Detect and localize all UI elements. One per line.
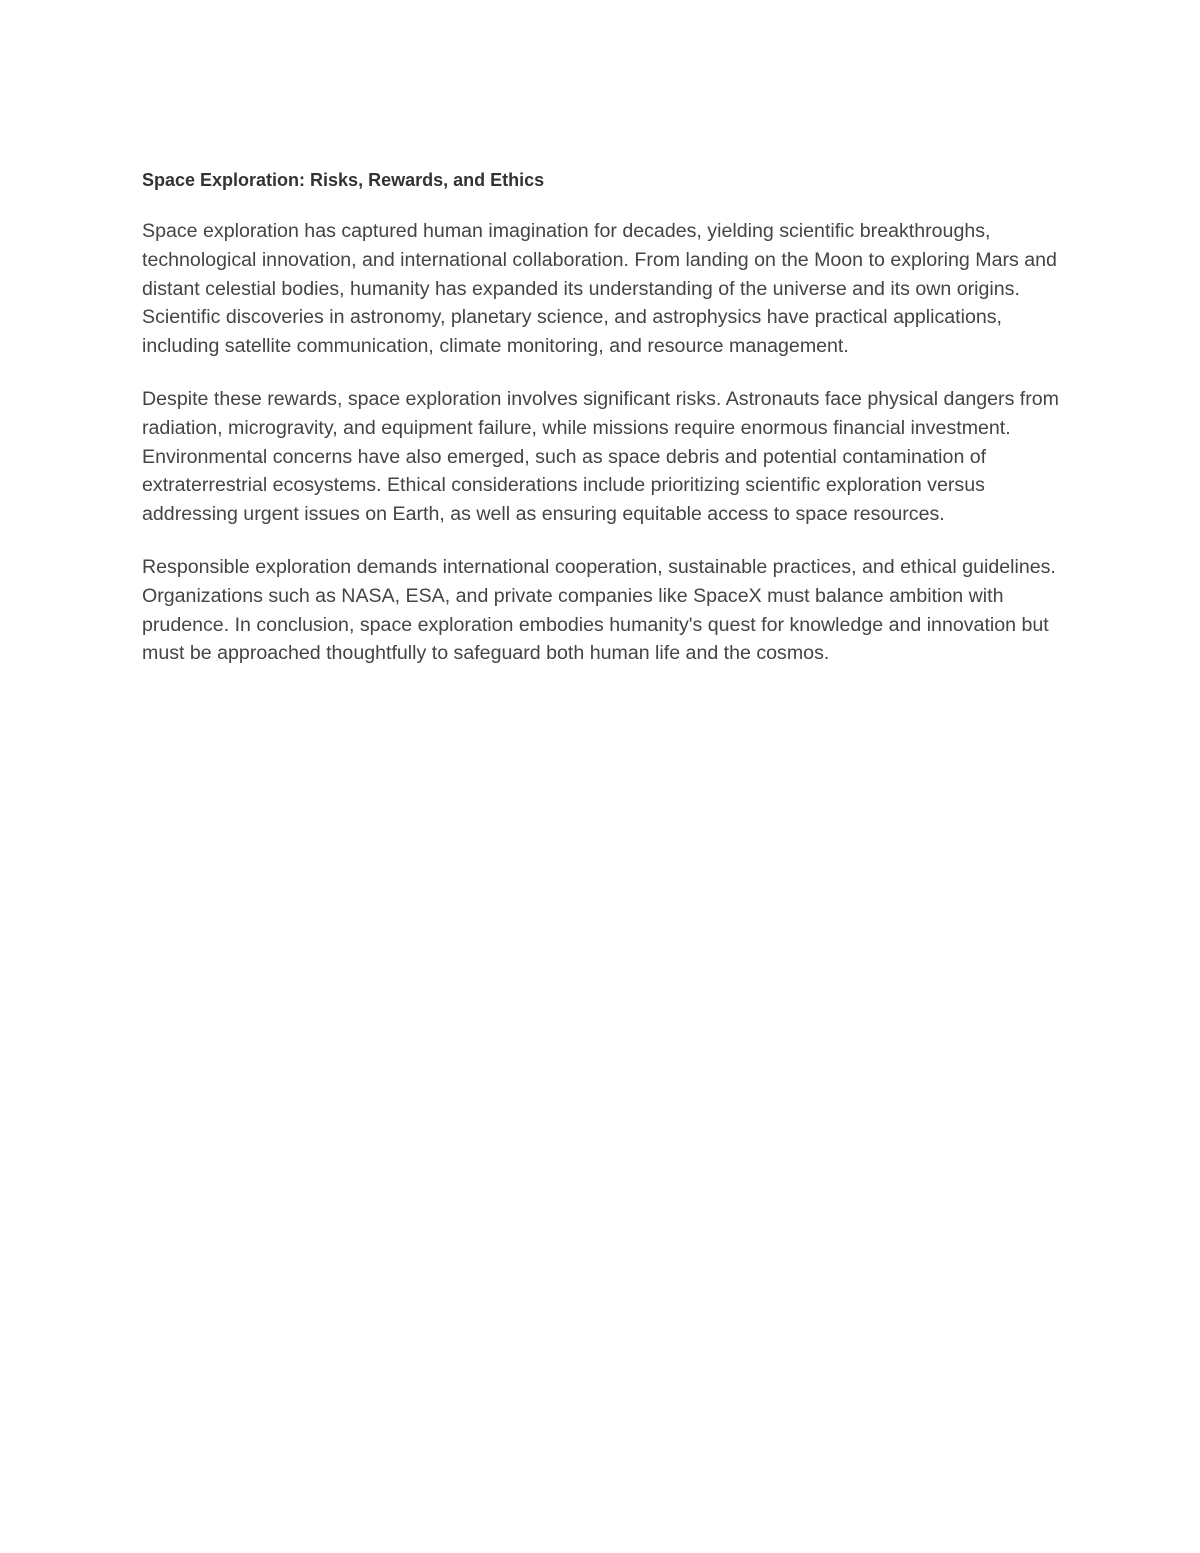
paragraph-conclusion: Responsible exploration demands international cooperation, sustainable practices, and ethical guidelines. Organizations such as NASA, ESA, and private companies like SpaceX must balance ambition with prudence. In conclusion, space exploration embodies humanity's quest for knowledge and innovation but must be approached thoughtfully to safeguard both human life and the cosmos. [142,555,1056,665]
document-title: Space Exploration: Risks, Rewards, and Ethics [142,170,545,190]
document-body [142,166,1062,692]
paragraph-benefits: Space exploration has captured human imagination for decades, yielding scientific breakthroughs, technological innovation, and international collaboration. From landing on the Moon to exploring Mars and distant celestial bodies, humanity has expanded its understanding of the universe and its own origins. Scientific discoveries in astronomy, planetary science, and astrophysics have practical applications, including satellite communication, climate monitoring, and resource management. [142,220,1057,358]
paragraph-risks: Despite these rewards, space exploration involves significant risks. Astronauts face physical dangers from radiation, microgravity, and equipment failure, while missions require enormous financial investment. Environmental concerns have also emerged, such as space debris and potential contamination of extraterrestrial ecosystems. Ethical considerations include prioritizing scientific exploration versus addressing urgent issues on Earth, as well as ensuring equitable access to space resources. [142,387,1059,526]
